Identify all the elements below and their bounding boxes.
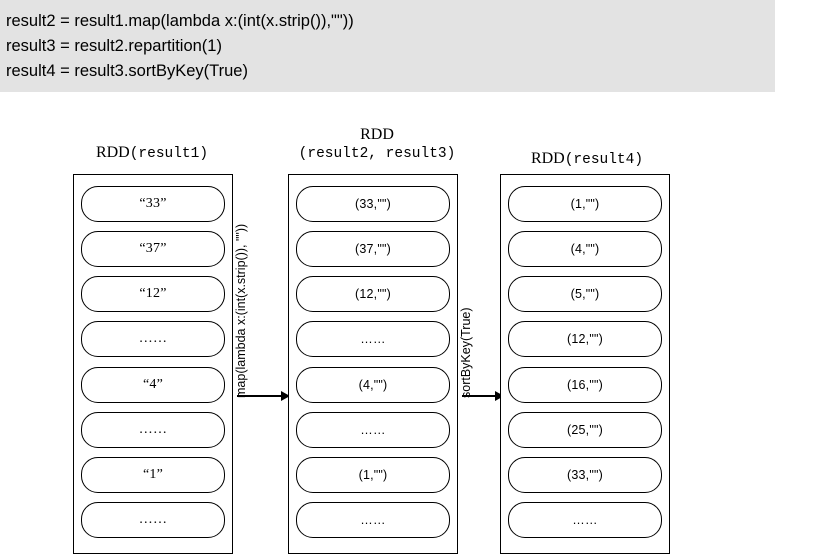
code-line-3: result4 = result3.sortByKey(True)	[6, 62, 248, 80]
column-title-result4	[497, 150, 677, 168]
rdd-cell: “37”	[81, 231, 225, 267]
code-line-2: result3 = result2.repartition(1)	[6, 37, 222, 55]
column-title-prefix: RDD	[530, 150, 565, 167]
arrow-label-map: map(lambda x:(int(x.strip()), ""))	[234, 223, 248, 398]
rdd-cell: ……	[296, 502, 450, 538]
rdd-cell: “33”	[81, 186, 225, 222]
rdd-cell: (12,"")	[296, 276, 450, 312]
column-title-prefix: RDD	[95, 144, 130, 161]
code-snippet-block	[0, 0, 775, 92]
rdd-cell: (12,"")	[508, 321, 662, 357]
rdd-cell: ……	[81, 502, 225, 538]
rdd-cell: ……	[81, 321, 225, 357]
column-title-prefix: RDD	[360, 126, 394, 143]
rdd-cell: (1,"")	[508, 186, 662, 222]
column-title-result1	[62, 144, 242, 162]
code-line-1: result2 = result1.map(lambda x:(int(x.strip()),""))	[6, 12, 354, 30]
rdd-transformation-diagram	[0, 92, 830, 560]
rdd-cell: (1,"")	[296, 457, 450, 493]
column-title-mono: (result4)	[564, 152, 644, 168]
rdd-cell: ……	[81, 412, 225, 448]
column-title-mono: (result2, result3)	[298, 146, 456, 162]
rdd-cell: “12”	[81, 276, 225, 312]
rdd-cell: ……	[296, 321, 450, 357]
rdd-cell: (25,"")	[508, 412, 662, 448]
rdd-cell: (37,"")	[296, 231, 450, 267]
column-title-result2-result3	[282, 126, 472, 162]
rdd-cell: (5,"")	[508, 276, 662, 312]
column-title-mono: (result1)	[129, 146, 209, 162]
rdd-cell: ……	[296, 412, 450, 448]
rdd-cell: (33,"")	[508, 457, 662, 493]
rdd-cell: “1”	[81, 457, 225, 493]
rdd-cell: (16,"")	[508, 367, 662, 403]
rdd-cell: ……	[508, 502, 662, 538]
rdd-cell: “4”	[81, 367, 225, 403]
rdd-cell: (4,"")	[508, 231, 662, 267]
rdd-cell: (4,"")	[296, 367, 450, 403]
rdd-cell: (33,"")	[296, 186, 450, 222]
arrow-label-sortbykey: sortByKey(True)	[459, 307, 473, 398]
